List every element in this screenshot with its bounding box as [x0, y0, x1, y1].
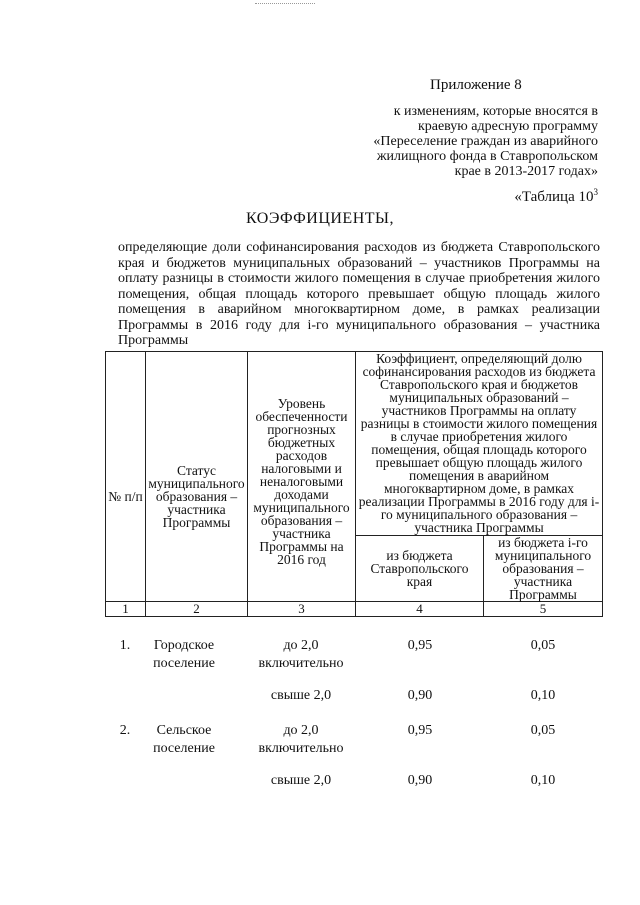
document-subtitle: определяющие доли софинансирования расходов из бюджета Ставропольского края и бюджетов муниципальных образований – участников Программы на оплату разницы в стоимости жилого помещения в случае приобретения жилого помещения, общая площадь которого превышает общую площадь жилого помещения в аварийном многоквартирном доме, в рамках реализации Программы в 2016 году для i-го муниципального образования – участника Программы — [118, 240, 600, 348]
row-municipal-share: 0,05 — [530, 723, 556, 738]
column-number: 4 — [356, 602, 484, 617]
row-level: свыше 2,0 — [270, 773, 332, 788]
column-number: 2 — [146, 602, 248, 617]
row-level-line: до 2,0 — [283, 638, 319, 653]
row-level-line: включительно — [258, 656, 344, 671]
column-number: 5 — [484, 602, 603, 617]
row-level-line: до 2,0 — [283, 723, 319, 738]
document-title: КОЭФФИЦИЕНТЫ, — [246, 210, 394, 227]
appendix-reference — [346, 104, 598, 179]
appendix-reference-line: крае в 2013-2017 годах» — [454, 164, 598, 179]
scan-artifact — [255, 3, 315, 5]
column-number: 3 — [248, 602, 356, 617]
row-region-share: 0,95 — [407, 723, 433, 738]
header-level: Уровень обеспеченности прогнозных бюджетных расходов налоговыми и неналоговыми доходами муниципального образования – участника Программы на 2016 год — [248, 352, 356, 602]
row-region-share: 0,90 — [407, 688, 433, 703]
table-caption-superscript: 3 — [593, 187, 598, 197]
appendix-reference-line: краевую адресную программу — [417, 119, 598, 134]
appendix-reference-line: жилищного фонда в Ставропольском — [376, 149, 598, 164]
row-level-line: включительно — [258, 741, 344, 756]
row-status-line: Городское — [153, 638, 215, 653]
row-region-share: 0,95 — [407, 638, 433, 653]
header-status: Статус муниципального образования – участника Программы — [146, 352, 248, 602]
column-number-row — [106, 602, 603, 617]
header-from-region-budget: из бюджета Ставропольского края — [356, 536, 484, 602]
row-level — [250, 637, 352, 673]
row-level: свыше 2,0 — [270, 688, 332, 703]
column-number: 1 — [106, 602, 146, 617]
row-status — [145, 722, 223, 758]
row-number: 1. — [119, 638, 131, 653]
row-status-line: Сельское — [156, 723, 212, 738]
coefficients-table-header — [105, 351, 603, 617]
row-number: 2. — [119, 723, 131, 738]
row-status-line: поселение — [153, 741, 215, 756]
appendix-reference-line: «Переселение граждан из аварийного — [373, 134, 598, 149]
row-municipal-share: 0,10 — [530, 688, 556, 703]
appendix-reference-line: к изменениям, которые вносятся в — [393, 104, 598, 119]
table-caption-text: «Таблица 10 — [514, 189, 594, 205]
row-level — [250, 722, 352, 758]
header-num: № п/п — [106, 352, 146, 602]
table-caption — [480, 187, 598, 206]
header-coefficient: Коэффициент, определяющий долю софинансирования расходов из бюджета Ставропольского края и бюджетов муниципальных образований – участников Программы на оплату разницы в стоимости жилого помещения в случае приобретения жилого помещения, общая площадь которого превышает общую площадь жилого помещения в аварийном многоквартирном доме, в рамках реализации Программы в 2016 году для i-го муниципального образования – участника Программы — [356, 352, 603, 536]
row-municipal-share: 0,05 — [530, 638, 556, 653]
appendix-title: Приложение 8 — [430, 77, 522, 93]
row-region-share: 0,90 — [407, 773, 433, 788]
header-from-municipal-budget: из бюджета i-го муниципального образования – участника Программы — [484, 536, 603, 602]
row-status — [145, 637, 223, 673]
row-municipal-share: 0,10 — [530, 773, 556, 788]
row-status-line: поселение — [153, 656, 215, 671]
